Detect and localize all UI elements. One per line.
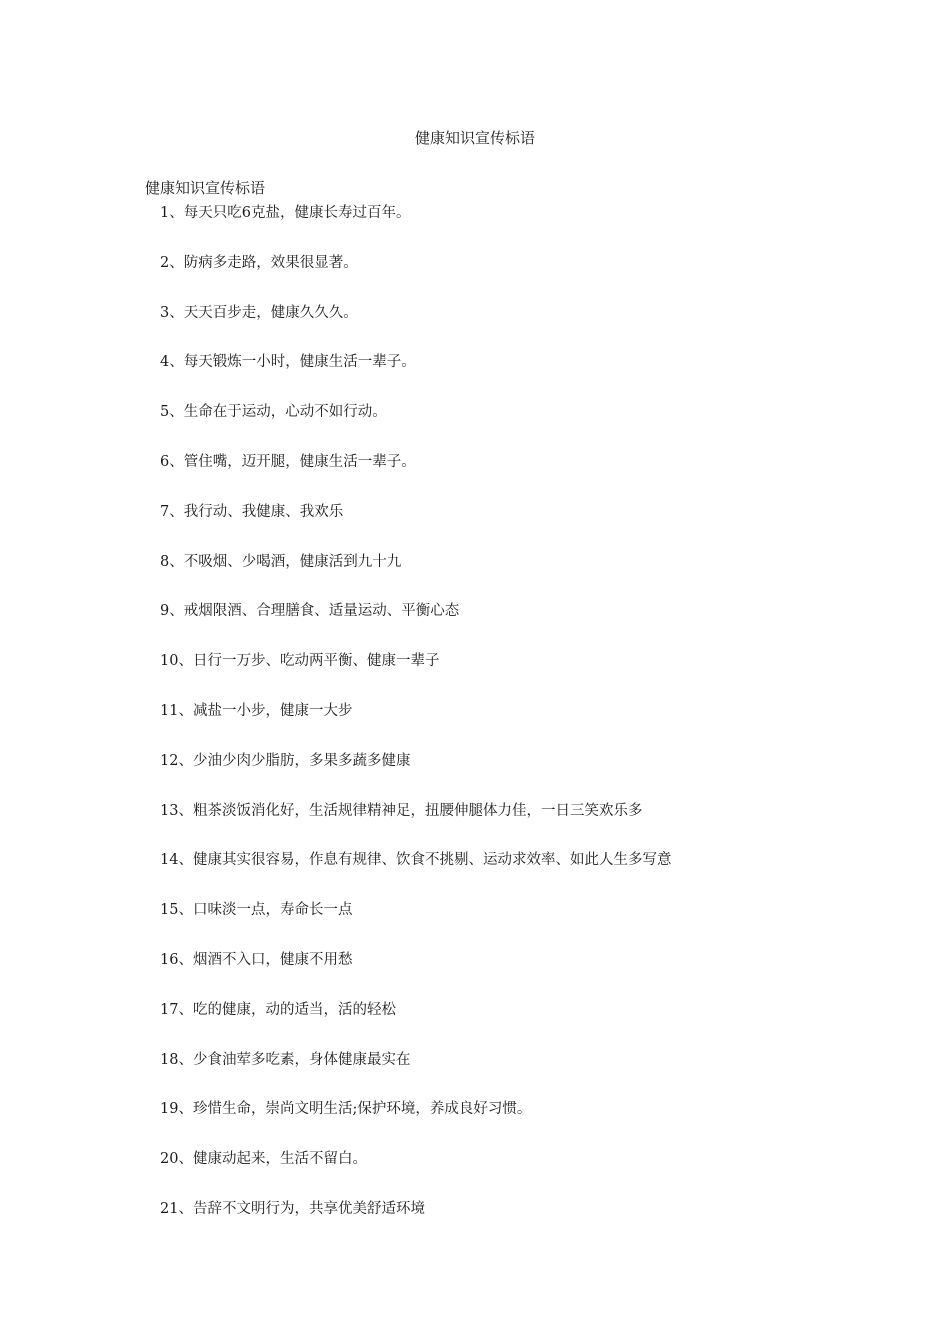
list-item: 20、健康动起来，生活不留白。 [160, 1151, 367, 1168]
list-item: 12、少油少肉少脂肪，多果多蔬多健康 [160, 752, 411, 769]
list-item: 4、每天锻炼一小时，健康生活一辈子。 [160, 354, 416, 371]
document-subtitle: 健康知识宣传标语 [145, 179, 266, 197]
list-item: 3、天天百步走，健康久久久。 [160, 304, 358, 321]
list-item: 19、珍惜生命，崇尚文明生活;保护环境，养成良好习惯。 [160, 1101, 532, 1118]
list-item: 2、防病多走路，效果很显著。 [160, 254, 358, 271]
list-item: 8、不吸烟、少喝酒，健康活到九十九 [160, 553, 402, 570]
list-item: 14、健康其实很容易，作息有规律、饮食不挑剔、运动求效率、如此人生多写意 [160, 852, 672, 869]
list-item: 15、口味淡一点，寿命长一点 [160, 902, 353, 919]
list-item: 9、戒烟限酒、合理膳食、适量运动、平衡心态 [160, 603, 460, 620]
list-item: 17、吃的健康，动的适当，活的轻松 [160, 1001, 396, 1018]
list-item: 18、少食油荤多吃素，身体健康最实在 [160, 1051, 411, 1068]
list-item: 10、日行一万步、吃动两平衡、健康一辈子 [160, 653, 440, 670]
slogan-list [160, 203, 671, 1249]
list-item: 5、生命在于运动，心动不如行动。 [160, 404, 387, 421]
list-item: 6、管住嘴，迈开腿，健康生活一辈子。 [160, 453, 416, 470]
list-item: 1、每天只吃6克盐，健康长寿过百年。 [160, 205, 411, 221]
list-item: 16、烟酒不入口，健康不用愁 [160, 951, 353, 968]
list-item: 13、粗茶淡饭消化好，生活规律精神足，扭腰伸腿体力佳，一日三笑欢乐多 [160, 802, 643, 819]
list-item: 7、我行动、我健康、我欢乐 [160, 503, 344, 520]
list-item: 11、减盐一小步，健康一大步 [160, 702, 353, 719]
page-title: 健康知识宣传标语 [414, 129, 535, 147]
list-item: 21、告辞不文明行为，共享优美舒适环境 [160, 1200, 425, 1217]
